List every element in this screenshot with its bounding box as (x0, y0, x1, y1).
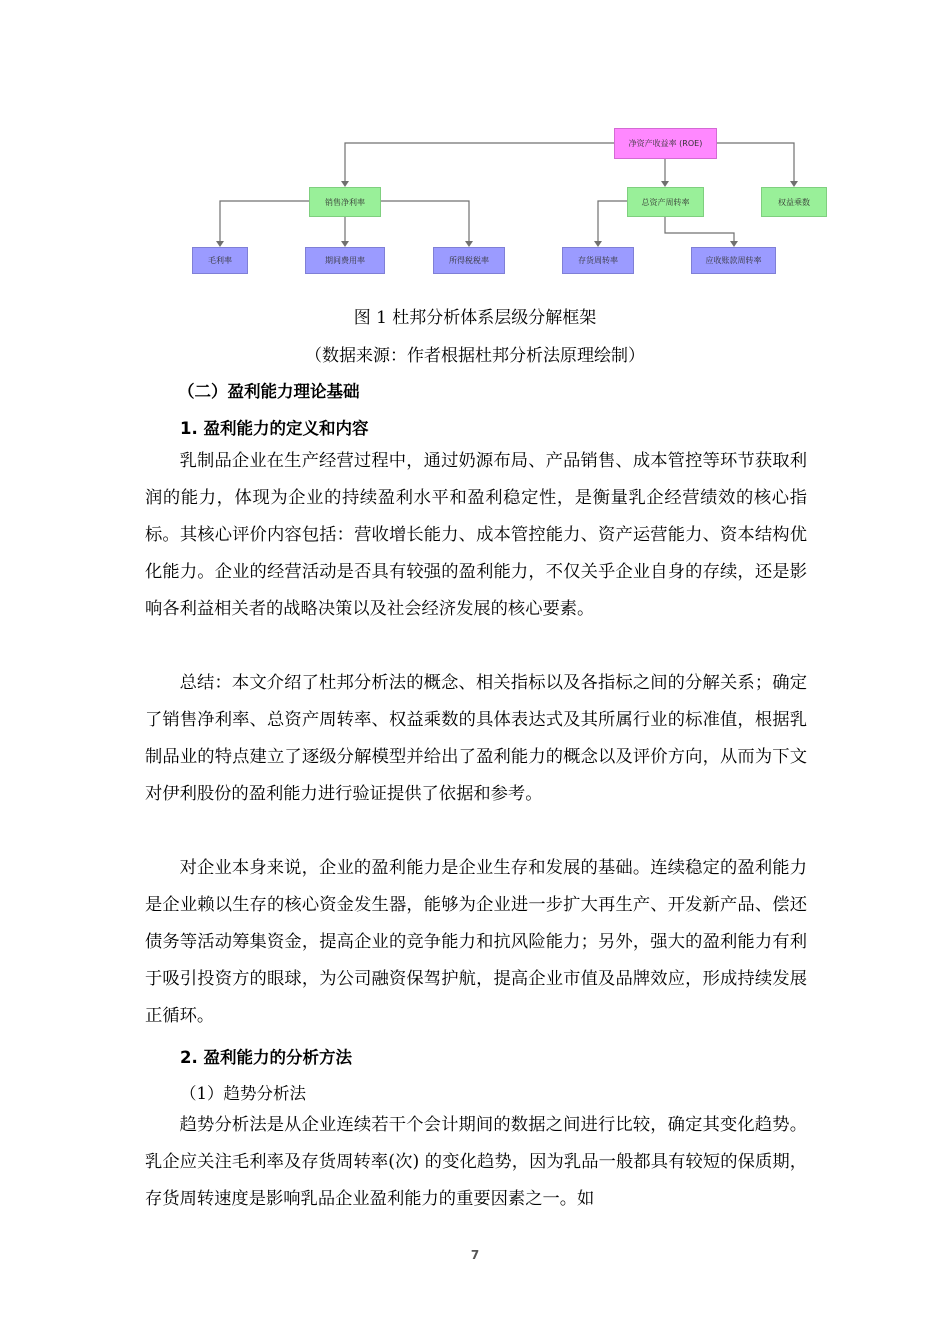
connector-turnover-inventory (598, 201, 627, 245)
node-income-tax-rate: 所得税税率 (433, 247, 505, 274)
connector-net-margin-tax (381, 201, 469, 245)
paragraph-summary: 总结：本文介绍了杜邦分析法的概念、相关指标以及各指标之间的分解关系；确定了销售净利率、总资产周转率、权益乘数的具体表达式及其所属行业的标准值，根据乳制品业的特点建立了逐级分解模型并给出了盈利能力的概念以及评价方向，从而为下文对伊利股份的盈利能力进行验证提供了依据和参考。 (145, 673, 807, 804)
figure-source: （数据来源：作者根据杜邦分析法原理绘制） (305, 346, 645, 366)
subsection-heading-2: 2. 盈利能力的分析方法 (180, 1048, 352, 1067)
method-heading-trend: （1）趋势分析法 (180, 1084, 306, 1103)
node-equity-multiplier: 权益乘数 (761, 187, 827, 217)
connector-root-equity-multiplier (717, 143, 794, 185)
subsection-heading-1: 1. 盈利能力的定义和内容 (180, 419, 369, 438)
node-net-profit-margin: 销售净利率 (309, 187, 381, 217)
node-total-asset-turnover: 总资产周转率 (627, 187, 704, 217)
connector-root-net-margin (345, 143, 614, 185)
node-roe: 净资产收益率 (ROE) (614, 128, 717, 159)
figure-caption: 图 1 杜邦分析体系层级分解框架 (353, 308, 597, 328)
connector-turnover-receivable (665, 217, 734, 245)
node-inventory-turnover: 存货周转率 (562, 247, 634, 274)
page-number: 7 (470, 1248, 480, 1262)
dupont-diagram (0, 0, 950, 300)
node-gross-margin: 毛利率 (192, 247, 248, 274)
paragraph-definition: 乳制品企业在生产经营过程中，通过奶源布局、产品销售、成本管控等环节获取利润的能力，体现为企业的持续盈利水平和盈利稳定性，是衡量乳企经营绩效的核心指标。其核心评价内容包括：营收增长能力、成本管控能力、资产运营能力、资本结构优化能力。企业的经营活动是否具有较强的盈利能力，不仅关乎企业自身的存续，还是影响各利益相关者的战略决策以及社会经济发展的核心要素。 (145, 451, 807, 619)
paragraph-trend-analysis: 趋势分析法是从企业连续若干个会计期间的数据之间进行比较，确定其变化趋势。乳企应关注毛利率及存货周转率(次) 的变化趋势，因为乳品一般都具有较短的保质期，存货周转速度是影响乳品企业盈利能力的重要因素之一。如 (145, 1115, 807, 1209)
node-receivable-turnover: 应收账款周转率 (691, 247, 776, 274)
connector-net-margin-gross (220, 201, 309, 245)
paragraph-importance: 对企业本身来说，企业的盈利能力是企业生存和发展的基础。连续稳定的盈利能力是企业赖以生存的核心资金发生器，能够为企业进一步扩大再生产、开发新产品、偿还债务等活动筹集资金，提高企业的竞争能力和抗风险能力；另外，强大的盈利能力有利于吸引投资方的眼球，为公司融资保驾护航，提高企业市值及品牌效应，形成持续发展正循环。 (145, 858, 807, 1026)
node-period-expense-ratio: 期间费用率 (305, 247, 385, 274)
section-heading: （二）盈利能力理论基础 (178, 382, 360, 401)
